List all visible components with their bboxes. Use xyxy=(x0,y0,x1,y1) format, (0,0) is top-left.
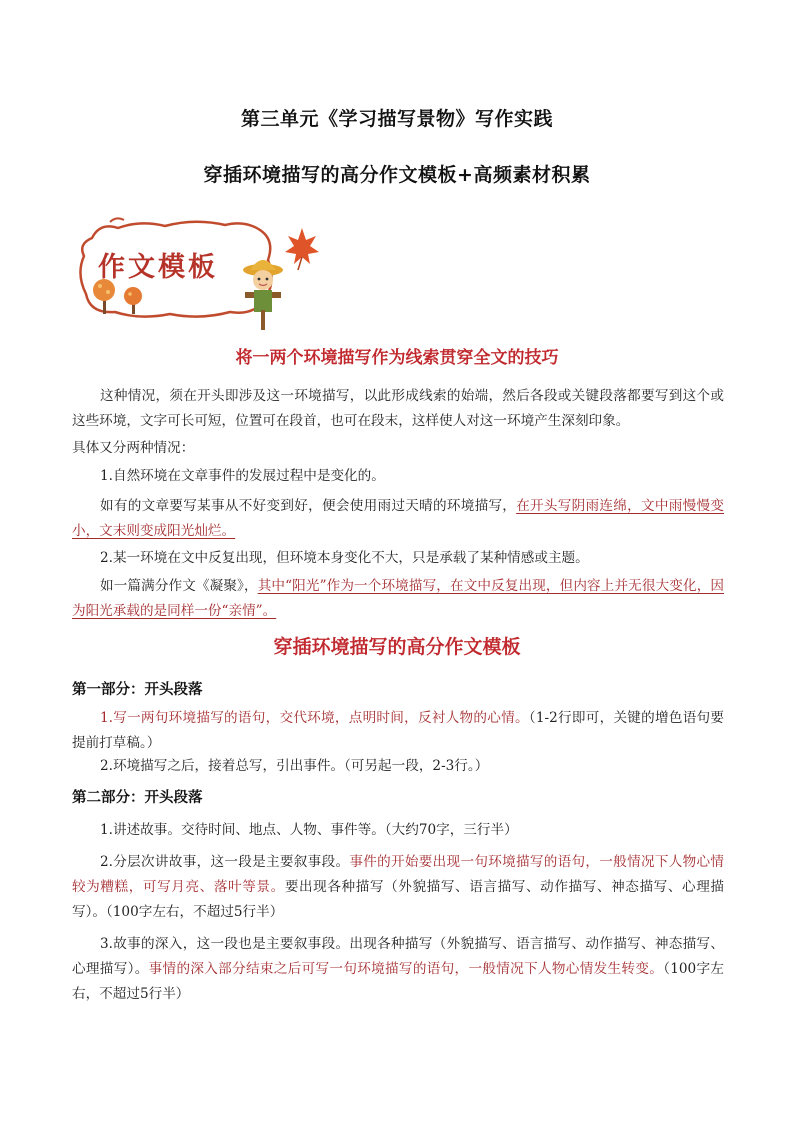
banner-curl xyxy=(110,218,124,222)
maple-leaf-icon xyxy=(285,228,319,270)
part-2-item-3-text-a: 3.故事的深入，这一段也是主要叙事段。出现各种描写（外貌描写、语言描写、动作描写、神态描写、心理描写）。 xyxy=(72,936,724,977)
technique-heading: 将一两个环境描写作为线索贯穿全文的技巧 xyxy=(235,348,559,368)
case-2-example-highlight: 其中“阳光”作为一个环境描写，在文中反复出现，但内容上并无很大变化，因为阳光承载的是同样一份“亲情”。 xyxy=(72,578,725,619)
banner-label: 作文模板 xyxy=(98,252,218,283)
part-2-item-3-highlight: 事情的深入部分结束之后可写一句环境描写的语句，一般情况下人物心情发生转变。 xyxy=(148,961,664,977)
case-1-example-highlight: 在开头写阴雨连绵，文中雨慢慢变小，文末则变成阳光灿烂。 xyxy=(72,498,725,539)
case-1-example-text: 如有的文章要写某事从不好变到好，便会使用雨过天晴的环境描写， xyxy=(100,498,517,514)
part-2-title: 第二部分：开头段落 xyxy=(72,790,203,806)
part-2-item-2-text-a: 2.分层次讲故事，这一段是主要叙事段。 xyxy=(100,854,350,870)
part-2-item-3-text-b: （100字左右，不超过5行半） xyxy=(72,961,725,1002)
document-title: 第三单元《学习描写景物》写作实践 xyxy=(240,108,553,130)
template-heading: 穿插环境描写的高分作文模板 xyxy=(273,636,521,658)
scarecrow-icon xyxy=(243,260,283,330)
part-2-item-2 xyxy=(72,850,724,925)
cases-label: 具体又分两种情况： xyxy=(72,440,195,456)
case-2: 2.某一环境在文中反复出现，但环境本身变化不大，只是承载了某种情感或主题。 xyxy=(100,550,589,566)
part-1-item-1-highlight: 1.写一两句环境描写的语句，交代环境，点明时间，反衬人物的心情。 xyxy=(100,710,529,726)
part-1-item-1-note: （1-2行即可，关键的增色语句要提前打草稿。） xyxy=(72,710,725,751)
part-1-title: 第一部分：开头段落 xyxy=(72,682,203,698)
essay-template-banner xyxy=(70,210,320,330)
part-2-item-1: 1.讲述故事。交待时间、地点、人物、事件等。（大约70字，三行半） xyxy=(100,822,518,838)
banner-graphic xyxy=(70,210,320,330)
part-1-item-1 xyxy=(72,706,724,756)
case-1: 1.自然环境在文章事件的发展过程中是变化的。 xyxy=(100,468,385,484)
case-1-example xyxy=(72,494,724,544)
part-2-item-3 xyxy=(72,932,724,1007)
part-1-item-2: 2.环境描写之后，接着总写，引出事件。（可另起一段，2-3行。） xyxy=(100,758,489,774)
document-subtitle: 穿插环境描写的高分作文模板+高频素材积累 xyxy=(203,164,591,186)
technique-intro: 这种情况，须在开头即涉及这一环境描写，以此形成线索的始端，然后各段或关键段落都要写到这个或这些环境，文字可长可短，位置可在段首，也可在段末，这样使人对这一环境产生深刻印象。 xyxy=(72,388,724,429)
case-2-example xyxy=(72,574,724,624)
part-2-item-2-highlight: 事件的开始要出现一句环境描写的语句，一般情况下人物心情较为糟糕，可写月亮、落叶等景。 xyxy=(72,854,724,895)
case-2-example-text: 如一篇满分作文《凝聚》， xyxy=(100,578,258,594)
part-2-item-2-text-b: 要出现各种描写（外貌描写、语言描写、动作描写、神态描写、心理描写）。（100字左右，不超过5行半） xyxy=(72,879,725,920)
